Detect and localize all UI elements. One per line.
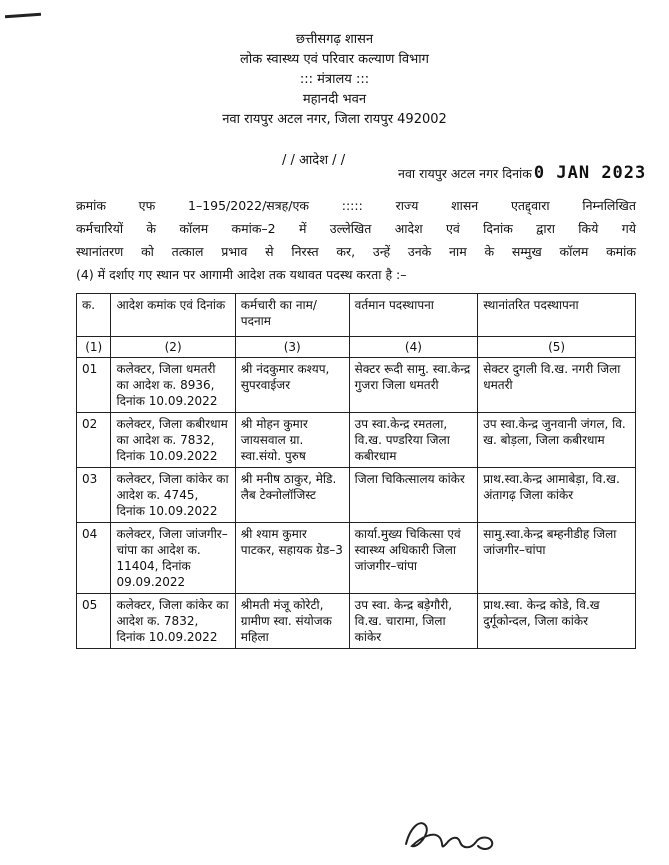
cell-transferred-posting: प्राथ.स्वा.केन्द्र आमाबेड़ा, वि.ख. अंतागढ़ जिला कांकेर bbox=[478, 468, 636, 523]
order-paragraph bbox=[76, 194, 636, 286]
paragraph-line: कर्मचारियों के कॉलम कमांक–2 में उल्लेखित आदेश एवं दिनांक द्वारा किये गये bbox=[76, 221, 636, 236]
cell-employee: श्री मोहन कुमार जायसवाल ग्रा. स्वा.संयो. पुरुष bbox=[235, 413, 349, 468]
col-number: (4) bbox=[349, 337, 478, 358]
cell-order: कलेक्टर, जिला कबीरधाम का आदेश क. 7832, दिनांक 10.09.2022 bbox=[111, 413, 235, 468]
col-header-employee: कर्मचारी का नाम/पदनाम bbox=[235, 294, 349, 337]
address: नवा रायपुर अटल नगर, जिला रायपुर 492002 bbox=[222, 112, 447, 127]
paragraph-line: स्थानांतरण को तत्काल प्रभाव से निरस्त कर, उन्हें उनके नाम के सम्मुख कॉलम कमांक bbox=[76, 244, 636, 259]
date-stamp: 0 JAN 2023 bbox=[533, 163, 647, 183]
margin-dash-mark bbox=[5, 13, 41, 19]
cell-current-posting: जिला चिकित्सालय कांकेर bbox=[349, 468, 478, 523]
table-row bbox=[77, 468, 636, 523]
cell-employee: श्री श्याम कुमार पाटकर, सहायक ग्रेड–3 bbox=[235, 523, 349, 594]
cell-order: कलेक्टर, जिला धमतरी का आदेश क. 8936, दिनांक 10.09.2022 bbox=[111, 358, 235, 413]
department-name: लोक स्वास्थ्य एवं परिवार कल्याण विभाग bbox=[240, 52, 429, 67]
col-number: (1) bbox=[77, 337, 111, 358]
col-header-order: आदेश कमांक एवं दिनांक bbox=[111, 294, 235, 337]
place-label: नवा रायपुर अटल नगर दिनांक bbox=[398, 166, 532, 181]
paragraph-line: क्रमांक एफ 1–195/2022/सत्रह/एक ::::: राज्य शासन एतद्द्वारा निम्नलिखित bbox=[76, 198, 636, 213]
cell-order: कलेक्टर, जिला कांकेर का आदेश क. 4745, दिनांक 10.09.2022 bbox=[111, 468, 235, 523]
cell-employee: श्रीमती मंजू कोरेटी, ग्रामीण स्वा. संयोजक महिला bbox=[235, 594, 349, 649]
cell-order: कलेक्टर, जिला जांजगीर–चांपा का आदेश क. 11404, दिनांक 09.09.2022 bbox=[111, 523, 235, 594]
cell-serial: 01 bbox=[77, 358, 111, 413]
cell-employee: श्री मनीष ठाकुर, मेडि. लैब टेक्नोलॉजिस्ट bbox=[235, 468, 349, 523]
cell-transferred-posting: सामु.स्वा.केन्द्र बम्हनीडीह जिला जांजगीर–चांपा bbox=[478, 523, 636, 594]
cell-current-posting: सेक्टर रूदी सामु. स्वा.केन्द्र गुजरा जिला धमतरी bbox=[349, 358, 478, 413]
column-number-row bbox=[77, 337, 636, 358]
cell-serial: 05 bbox=[77, 594, 111, 649]
paragraph-line: (4) में दर्शाए गए स्थान पर आगामी आदेश तक यथावत पदस्थ करता है :– bbox=[76, 267, 407, 282]
table-row bbox=[77, 594, 636, 649]
cell-transferred-posting: प्राथ.स्वा. केन्द्र कोडे, वि.ख दुर्गूकोन्दल, जिला कांकेर bbox=[478, 594, 636, 649]
place-date bbox=[398, 163, 646, 183]
col-header-serial: क. bbox=[77, 294, 111, 337]
table-row bbox=[77, 358, 636, 413]
govt-name: छत्तीसगढ़ शासन bbox=[295, 32, 374, 47]
table-row bbox=[77, 413, 636, 468]
table-row bbox=[77, 523, 636, 594]
cell-order: कलेक्टर, जिला कांकेर का आदेश क. 7832, दिनांक 10.09.2022 bbox=[111, 594, 235, 649]
order-title: / / आदेश / / bbox=[282, 153, 346, 168]
cell-transferred-posting: सेक्टर दुगली वि.ख. नगरी जिला धमतरी bbox=[478, 358, 636, 413]
col-header-current-posting: वर्तमान पदस्थापना bbox=[349, 294, 478, 337]
table-header-row bbox=[77, 294, 636, 337]
cell-current-posting: उप स्वा. केन्द्र बड़ेगौरी, वि.ख. चारामा, जिला कांकेर bbox=[349, 594, 478, 649]
col-number: (2) bbox=[111, 337, 235, 358]
cell-transferred-posting: उप स्वा.केन्द्र जुनवानी जंगल, वि. ख. बोड़ला, जिला कबीरधाम bbox=[478, 413, 636, 468]
col-header-transferred-posting: स्थानांतरित पदस्थापना bbox=[478, 294, 636, 337]
col-number: (5) bbox=[478, 337, 636, 358]
cell-serial: 04 bbox=[77, 523, 111, 594]
cell-current-posting: कार्या.मुख्य चिकित्सा एवं स्वास्थ्य अधिकारी जिला जांजगीर–चांपा bbox=[349, 523, 478, 594]
building-name: महानदी भवन bbox=[302, 92, 367, 107]
col-number: (3) bbox=[235, 337, 349, 358]
handwritten-signature bbox=[400, 808, 510, 858]
cell-employee: श्री नंदकुमार कश्यप, सुपरवाईजर bbox=[235, 358, 349, 413]
transfer-table bbox=[76, 293, 636, 649]
ministry-label: ::: मंत्रालय ::: bbox=[299, 72, 370, 87]
cell-serial: 03 bbox=[77, 468, 111, 523]
cell-current-posting: उप स्वा.केन्द्र रमतला, वि.ख. पण्डरिया जिला कबीरधाम bbox=[349, 413, 478, 468]
letterhead bbox=[0, 30, 669, 130]
cell-serial: 02 bbox=[77, 413, 111, 468]
